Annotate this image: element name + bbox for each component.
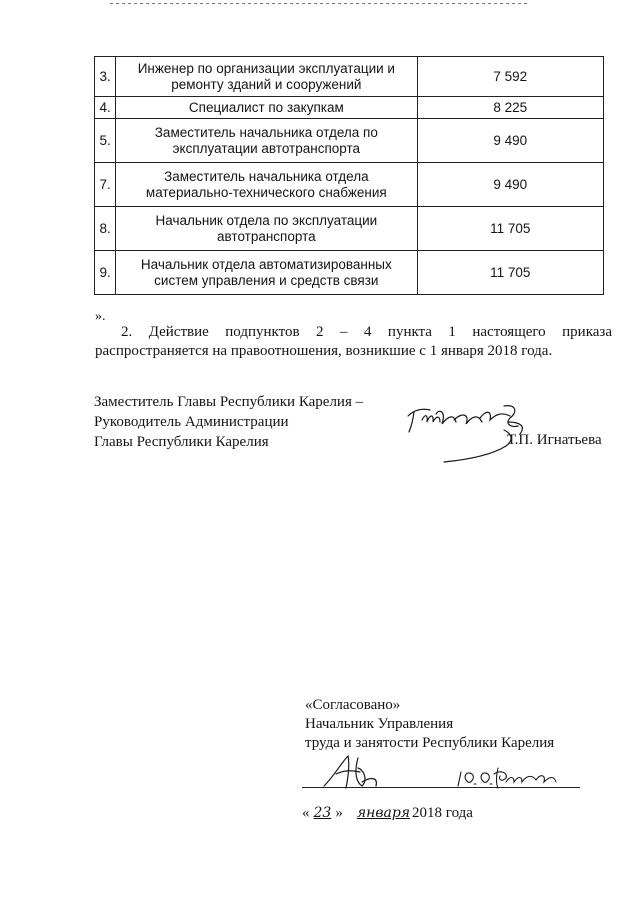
signatory-title-line: Руководитель Администрации xyxy=(94,414,289,430)
position-cell: Заместитель начальника отдела по эксплуатации автотранспорта xyxy=(116,119,417,163)
table-row xyxy=(95,57,604,97)
salary-table xyxy=(94,56,604,295)
salary-cell: 9 490 xyxy=(417,119,603,163)
row-number: 4. xyxy=(95,97,116,119)
approval-line: Начальник Управления xyxy=(305,716,454,732)
position-cell: Начальник отдела автоматизированных систем управления и средств связи xyxy=(116,251,417,295)
position-cell: Заместитель начальника отдела материально-технического снабжения xyxy=(116,163,417,207)
signatory-title-line: Главы Республики Карелия xyxy=(94,434,269,450)
table-row xyxy=(95,97,604,119)
row-number: 7. xyxy=(95,163,116,207)
table-row xyxy=(95,163,604,207)
salary-cell: 11 705 xyxy=(417,251,603,295)
approval-date xyxy=(302,805,473,822)
signatory-block xyxy=(94,392,363,452)
date-month: января xyxy=(356,805,411,821)
table-row xyxy=(95,207,604,251)
signatory-title-line: Заместитель Главы Республики Карелия – xyxy=(94,394,364,410)
row-number: 3. xyxy=(95,57,116,97)
table-row xyxy=(95,251,604,295)
salary-cell: 7 592 xyxy=(417,57,603,97)
approval-line: «Согласовано» xyxy=(305,697,401,713)
row-number: 8. xyxy=(95,207,116,251)
approval-signature xyxy=(318,752,398,792)
approval-block xyxy=(305,696,554,753)
row-number: 5. xyxy=(95,119,116,163)
date-year: 2018 года xyxy=(412,805,473,821)
top-edge-rule xyxy=(110,3,530,4)
closing-quote: ». xyxy=(95,309,106,324)
date-close-quote: » xyxy=(335,805,343,821)
signatory-name: Т.П. Игнатьева xyxy=(507,432,602,448)
salary-cell: 8 225 xyxy=(417,97,603,119)
row-number: 9. xyxy=(95,251,116,295)
salary-cell: 11 705 xyxy=(417,207,603,251)
date-open-quote: « xyxy=(302,805,310,821)
position-cell: Инженер по организации эксплуатации и ремонту зданий и сооружений xyxy=(116,57,417,97)
table-row xyxy=(95,119,604,163)
date-day: 23 xyxy=(313,805,332,821)
approval-name-handwritten xyxy=(452,764,562,794)
paragraph-2: 2. Действие подпунктов 2 – 4 пункта 1 настоящего приказа распространяется на правоотношения, возникшие с 1 января 2018 года. xyxy=(95,324,612,359)
position-cell: Специалист по закупкам xyxy=(116,97,417,119)
approval-line: труда и занятости Республики Карелия xyxy=(305,735,555,751)
signature-line xyxy=(302,787,580,788)
position-cell: Начальник отдела по эксплуатации автотранспорта xyxy=(116,207,417,251)
salary-cell: 9 490 xyxy=(417,163,603,207)
